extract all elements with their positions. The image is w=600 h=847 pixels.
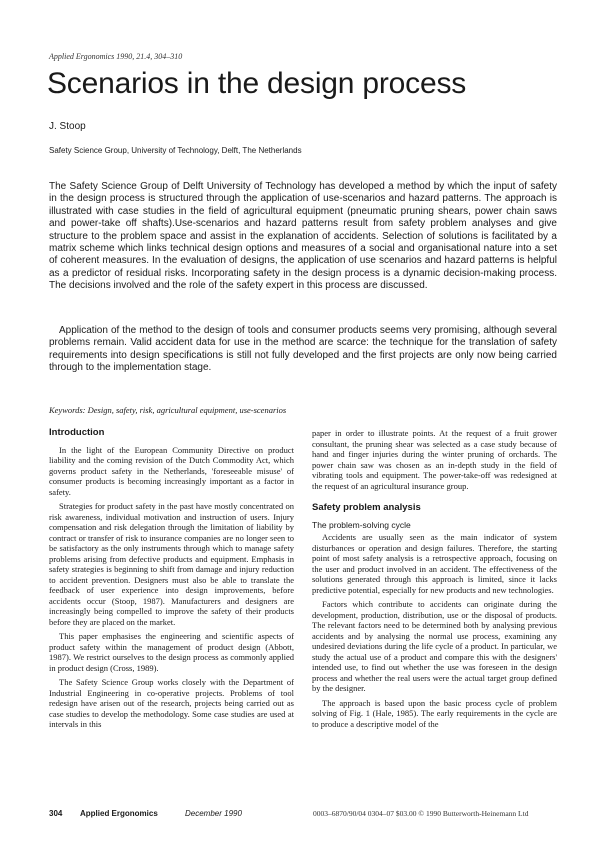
body-paragraph: Strategies for product safety in the past have mostly concentrated on risk awareness, individual motivation and instruction of users. Injury compensation and risk delegation through the limitation of liability by contract or transfer of risk to insurance companies are no longer seen to be satisfactory as the only instruments through which to manage safety problems arising from defective products and equipment. Emphasis in safety strategies is beginning to shift from damage and injury reduction to accident prevention. Designers must also be able to translate the feedback of user experience into design improvements, before accidents occur (Stoop, 1987). Manufacturers and designers are increasingly being compelled to improve the safety of their products before they are placed on the market.	[49, 501, 294, 627]
author: J. Stoop	[49, 121, 86, 132]
affiliation: Safety Science Group, University of Technology, Delft, The Netherlands	[49, 146, 302, 155]
body-paragraph-continued: paper in order to illustrate points. At the request of a fruit grower consultant, the pruning shear was selected as a case study because of hand and finger injuries during the winter pruning of orchards. The power chain saw was chosen as an in-depth study in the field of vibrating tools and equipment. The power-take-off was redesigned at the request of an agricultural insurance group.	[312, 428, 557, 491]
body-paragraph: Factors which contribute to accidents can originate during the development, production, distribution, use or the disposal of products. The relevant factors need to be determined both by analysing previous accidents and by analysing the normal use process, examining any undesired deviations during the life cycle of a product. In particular, we study the actual use of a product and compare this with the designers' intended use, to find out whether the use was foreseen in the design process and whether the real users were the actual target group defined by the designer.	[312, 599, 557, 693]
abstract-paragraph-2: Application of the method to the design of tools and consumer products seems very promising, although several problems remain. Valid accident data for use in the method are scarce: the technique for the translation of safety requirements into design specifications is still not fully developed and the first projects are only now being carried through to the implementation stage.	[49, 325, 557, 374]
body-paragraph: The approach is based upon the basic process cycle of problem solving of Fig. 1 (Hale, 1985). The early requirements in the cycle are to produce a descriptive model of the	[312, 697, 557, 729]
abstract-paragraph-1: The Safety Science Group of Delft University of Technology has developed a method by which the input of safety in the design process is structured through the application of use-scenarios and hazard patterns. The approach is illustrated with case studies in the field of agricultural equipment (pneumatic pruning shears, power chain saws and power-take off shafts).Use-scenarios and hazard patterns result from safety problem analyses and give structure to the problem space and assist in the explanation of accidents. Selection of solutions is facilitated by a matrix scheme which links technical design options and measures of a social and organisational nature into a set of coherent measures. In the evaluation of designs, the application of use scenarios and hazard patterns is helpful as a predictor of residual risks. Incorporating safety in the design process is a dynamic decision-making process. The decisions involved and the role of the safety expert in this process are discussed.	[49, 181, 557, 292]
keywords: Keywords: Design, safety, risk, agricultural equipment, use-scenarios	[49, 405, 287, 415]
page-number: 304	[49, 809, 63, 818]
body-paragraph: In the light of the European Community Directive on product liability and the coming revision of the Dutch Commodity Act, which governs product safety in the Netherlands, 'foreseeable misuse' of consumer products is becoming increasingly important as a factor in safety.	[49, 444, 294, 497]
right-column	[312, 428, 557, 733]
body-paragraph: This paper emphasises the engineering and scientific aspects of product safety within the management of product design (Abbott, 1987). We restrict ourselves to the design process as commonly applied in product design (Cross, 1989).	[49, 631, 294, 673]
left-column	[49, 428, 294, 734]
footer-journal: Applied Ergonomics	[80, 809, 158, 818]
footer-copyright: 0003–6870/90/04 0304–07 $03.00 © 1990 Butterworth-Heinemann Ltd	[313, 809, 529, 818]
journal-reference: Applied Ergonomics 1990, 21.4, 304–310	[49, 52, 183, 61]
body-paragraph: Accidents are usually seen as the main indicator of system disturbances or operation and design failures. Therefore, the starting point of most safety analysis is a retrospective approach, focusing on the user and product involved in an accident. The effectiveness of the solutions generated through this approach is limited, since it lacks predictive potential, especially for new products and new technologies.	[312, 532, 557, 595]
body-paragraph: The Safety Science Group works closely with the Department of Industrial Engineering in co-operative projects. Problems of tool redesign have arisen out of the research, projects being carried out as case studies to develop the methodology. Some case studies are used at intervals in this	[49, 677, 294, 729]
footer-date: December 1990	[185, 809, 242, 818]
section-heading-safety-problem-analysis: Safety problem analysis	[312, 502, 421, 513]
section-heading-introduction: Introduction	[49, 427, 105, 438]
subsection-heading: The problem-solving cycle	[312, 519, 411, 530]
page-title: Scenarios in the design process	[47, 67, 467, 100]
